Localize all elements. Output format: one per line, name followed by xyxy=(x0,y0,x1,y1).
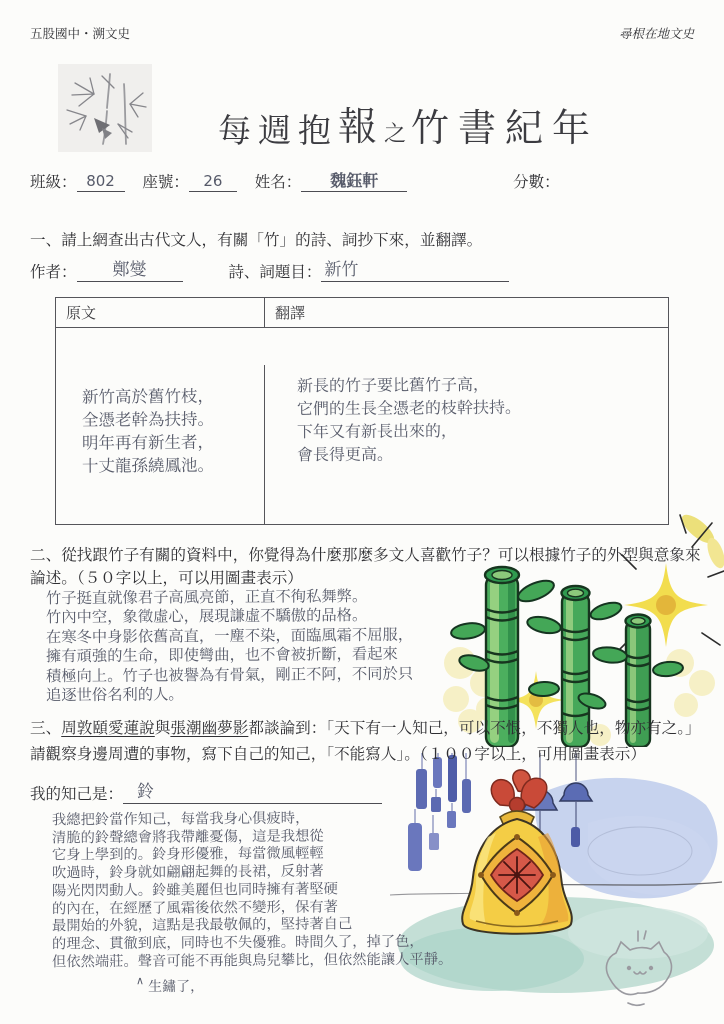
poem-title-field xyxy=(321,262,509,282)
essay-line: 它身上學到的。鈴身形優雅，每當微風輕輕 xyxy=(51,845,324,864)
q1-prompt: 一、請上網查出古代文人，有關「竹」的詩、詞抄下來，並翻譯。 xyxy=(30,232,483,249)
q3-answer-row xyxy=(30,782,382,804)
q2-prompt-line2: 論述。（５０字以上，可以用圖畫表示） xyxy=(30,570,303,587)
essay-line: 我總把鈴當作知己，每當我身心俱疲時， xyxy=(51,810,310,829)
name-label: 姓名： xyxy=(254,174,302,191)
title-part-4: 竹書紀年 xyxy=(411,108,600,150)
table-header-original: 原文 xyxy=(56,298,265,328)
q2-answer-line: 竹子挺直就像君子高風亮節，正直不徇私舞弊。 xyxy=(45,587,368,608)
class-value: 802 xyxy=(86,171,115,190)
book-title-ailianshuo: 周敦頤愛蓮說 xyxy=(61,720,155,737)
q2-answer-line: 擁有頑強的生命，即使彎曲，也不會被折斷，看起來 xyxy=(45,645,398,666)
translation-line: 新長的竹子要比舊竹子高， xyxy=(296,374,490,396)
poem-line: 十丈龍孫繞鳳池。 xyxy=(81,455,215,476)
q3-prompt-rest: 都談論到：「天下有一人知己，可以不恨，不獨人也，物亦有之。」 xyxy=(248,720,701,737)
q3-prompt-mid: 與 xyxy=(154,720,171,737)
q3-prompt-line2: 請觀察身邊周遭的事物，寫下自己的知己，「不能寫人」。（１００字以上，可用圖畫表示） xyxy=(30,746,646,763)
poem-table xyxy=(55,297,669,525)
confidant-label: 我的知己是： xyxy=(30,786,124,803)
author-label: 作者： xyxy=(30,264,77,281)
essay-line: 但依然端莊。聲音可能不再能與鳥兒攀比，但依然能讓人平靜。 xyxy=(51,951,453,971)
q1-author-row xyxy=(30,260,509,282)
name-field xyxy=(301,170,407,192)
student-info-row xyxy=(30,170,560,192)
essay-line: 清脆的鈴聲總會將我帶離憂傷，這是我想從 xyxy=(51,828,324,847)
essay-line: 陽光閃閃動人。鈴雖美麗但也同時擁有著堅硬 xyxy=(51,881,338,900)
score-label: 分數： xyxy=(513,174,560,191)
insertion-note xyxy=(135,974,205,996)
author-field xyxy=(77,262,183,282)
q2-answer-line: 在寒冬中身影依舊高直，一塵不染，面臨風霜不屈服， xyxy=(45,625,414,647)
confidant-field xyxy=(123,784,382,804)
header-series-title: 尋根在地文史 xyxy=(618,27,694,41)
translation-line: 下年又有新長出來的， xyxy=(296,421,458,442)
header-school-course: 五股國中・溯文史 xyxy=(30,27,131,41)
insertion-caret-mark: ∧ xyxy=(135,974,145,988)
author-value: 鄭燮 xyxy=(112,260,147,281)
seat-label: 座號： xyxy=(142,174,189,191)
poem-line: 明年再有新生者， xyxy=(81,432,215,453)
q2-answer-line: 竹內中空，象徵虛心，展現謙虛不驕傲的品格。 xyxy=(45,606,368,627)
class-field xyxy=(77,171,125,192)
translation-line: 會長得更高。 xyxy=(296,444,394,465)
insertion-text: 生鏽了， xyxy=(148,978,205,996)
essay-line: 的內在，在經歷了風霜後依然不變形，保有著 xyxy=(51,898,338,917)
title-part-3: 之 xyxy=(384,121,407,146)
q3-essay xyxy=(52,811,452,970)
essay-line: 最開始的外貌，這點是我最敬佩的，堅持著自己 xyxy=(51,916,353,935)
q3-prompt-lead: 三、 xyxy=(30,720,62,737)
table-cell-original xyxy=(56,365,265,524)
name-value: 魏鈺軒 xyxy=(330,170,379,190)
seat-value: 26 xyxy=(203,171,223,190)
translation-line: 它們的生長全憑老的枝幹扶持。 xyxy=(296,397,522,419)
q3-prompt-line1 xyxy=(30,716,701,738)
poem-title-label: 詩、詞題目： xyxy=(228,264,322,281)
table-cell-translation xyxy=(265,365,668,524)
q2-answer-line: 追逐世俗名利的人。 xyxy=(45,685,184,705)
poem-line: 全憑老幹為扶持。 xyxy=(81,409,215,430)
table-header-translation: 翻譯 xyxy=(265,298,668,328)
poem-line: 新竹高於舊竹枝， xyxy=(81,386,215,407)
worksheet-title xyxy=(218,96,599,152)
title-part-2: 報 xyxy=(338,106,378,149)
essay-line: 吹過時，鈴身就如翩翩起舞的長裙，反射著 xyxy=(51,863,324,882)
poem-title-value: 新竹 xyxy=(324,260,359,281)
confidant-value: 鈴 xyxy=(137,782,155,803)
seat-field xyxy=(189,171,237,192)
q2-prompt-line1: 二、從找跟竹子有關的資料中，你覺得為什麼那麼多文人喜歡竹子？可以根據竹子的外型與意象來 xyxy=(30,547,701,564)
title-part-1: 每週抱 xyxy=(218,114,338,150)
class-label: 班級： xyxy=(30,174,77,191)
book-title-youmengying: 張潮幽夢影 xyxy=(170,720,249,737)
essay-line: 的理念、貫徹到底，同時也不失優雅。時間久了，掉了色， xyxy=(51,933,424,953)
q2-answer-line: 積極向上。竹子也被譽為有骨氣，剛正不阿，不同於只 xyxy=(45,664,414,685)
q2-answer xyxy=(46,588,413,704)
ink-bamboo-illustration xyxy=(58,64,152,152)
